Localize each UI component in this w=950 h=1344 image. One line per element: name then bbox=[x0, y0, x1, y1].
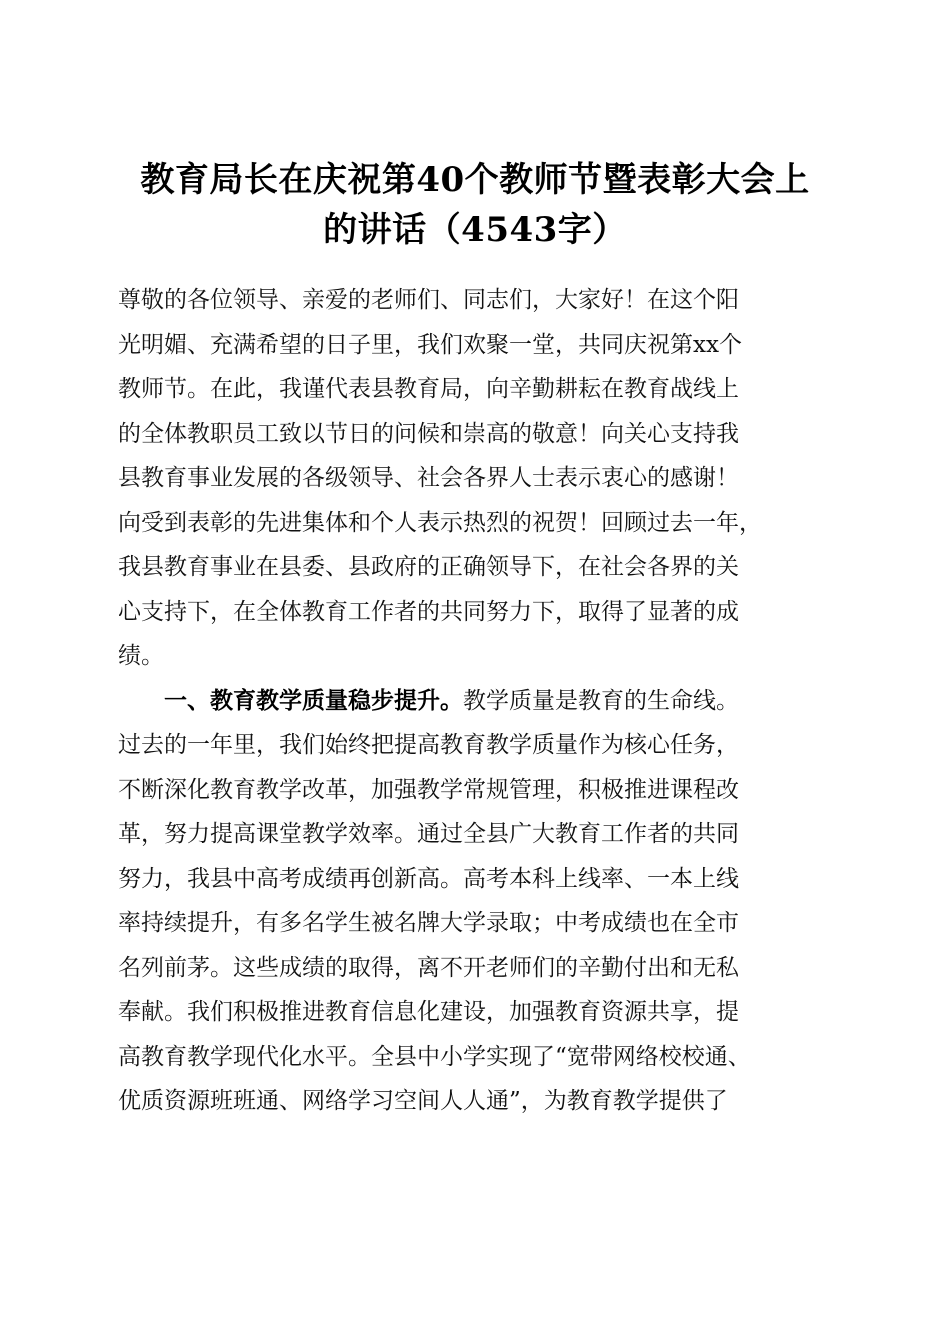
text-line: 过去的一年里，我们始终把提高教育教学质量作为核心任务， bbox=[118, 732, 739, 758]
paragraph-opening bbox=[118, 278, 838, 679]
text-line: 心支持下，在全体教育工作者的共同努力下，取得了显著的成 bbox=[118, 598, 739, 625]
text-line: 奉献。我们积极推进教育信息化建设，加强教育资源共享，提 bbox=[118, 999, 739, 1025]
document-body bbox=[118, 278, 838, 1124]
text-line: 教师节。在此，我谨代表县教育局，向辛勤耕耘在教育战线上 bbox=[118, 376, 739, 402]
title-line-1: 教育局长在庆祝第40个教师节暨表彰大会上 bbox=[140, 159, 810, 200]
text-line: 努力，我县中高考成绩再创新高。高考本科上线率、一本上线 bbox=[118, 865, 739, 892]
text-line: 率持续提升，有多名学生被名牌大学录取；中考成绩也在全市 bbox=[118, 910, 739, 936]
text-line: 县教育事业发展的各级领导、社会各界人士表示衷心的感谢！ bbox=[118, 465, 739, 491]
text-line: 光明媚、充满希望的日子里，我们欢聚一堂，共同庆祝第xx个 bbox=[118, 331, 742, 358]
text-line: 名列前茅。这些成绩的取得，离不开老师们的辛勤付出和无私 bbox=[118, 954, 739, 981]
section-heading: 一、教育教学质量稳步提升。 bbox=[164, 686, 463, 714]
text-line: 革，努力提高课堂教学效率。通过全县广大教育工作者的共同 bbox=[118, 821, 739, 847]
text-line: 绩。 bbox=[118, 643, 164, 669]
text-line: 高教育教学现代化水平。全县中小学实现了“宽带网络校校通、 bbox=[118, 1043, 751, 1070]
document-title bbox=[100, 155, 850, 255]
text-line: 优质资源班班通、网络学习空间人人通”，为教育教学提供了 bbox=[118, 1088, 728, 1114]
text-line: 我县教育事业在县委、县政府的正确领导下，在社会各界的关 bbox=[118, 554, 739, 580]
text-line: 的全体教职员工致以节日的问候和崇高的敬意！向关心支持我 bbox=[118, 420, 739, 447]
text-line: 不断深化教育教学改革，加强教学常规管理，积极推进课程改 bbox=[118, 776, 739, 803]
section-lead-text: 教学质量是教育的生命线。 bbox=[463, 687, 739, 714]
text-line: 尊敬的各位领导、亲爱的老师们、同志们，大家好！在这个阳 bbox=[118, 287, 739, 313]
text-line-first bbox=[118, 679, 838, 724]
title-line-2: 的讲话（4543字） bbox=[323, 209, 627, 250]
paragraph-teaching-quality bbox=[118, 679, 838, 1124]
text-line: 向受到表彰的先进集体和个人表示热烈的祝贺！回顾过去一年， bbox=[118, 509, 762, 536]
